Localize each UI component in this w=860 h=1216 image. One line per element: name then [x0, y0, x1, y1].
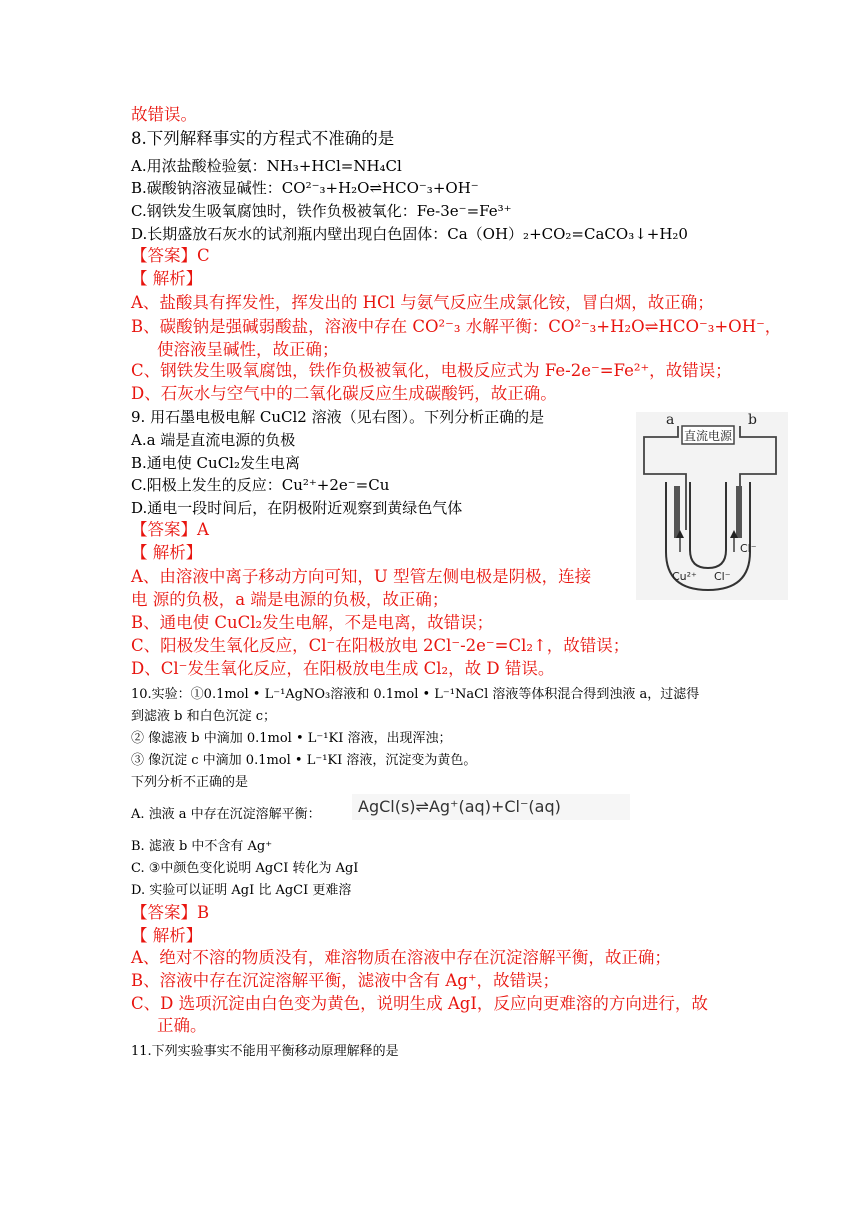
- q8-option-c: C.钢铁发生吸氧腐蚀时，铁作负极被氧化：Fe-3e⁻=Fe³⁺: [131, 202, 512, 220]
- question-10-stem: 10.实验：①0.1mol • L⁻¹AgNO₃溶液和 0.1mol • L⁻¹NaCl 溶液等体积混合得到浊液 a，过滤得: [131, 687, 700, 702]
- q8-analysis-b: B、碳酸钠是强碱弱酸盐，溶液中存在 CO²⁻₃ 水解平衡：CO²⁻₃+H₂O⇌HCO⁻₃+OH⁻，: [131, 317, 782, 336]
- q10-option-b: B. 滤液 b 中不含有 Ag⁺: [131, 839, 273, 854]
- q9-analysis-a-cont: 电 源的负极，a 端是电源的负极，故正确；: [131, 590, 449, 609]
- q10-analysis-b: B、溶液中存在沉淀溶解平衡，滤液中含有 Ag⁺，故错误；: [131, 971, 560, 990]
- q9-analysis-a: A、由溶液中离子移动方向可知，U 型管左侧电极是阴极，连接: [131, 567, 592, 586]
- q10-analysis-header: 【 解析】: [131, 926, 203, 945]
- q8-answer: 【答案】C: [131, 246, 210, 265]
- q9-analysis-header: 【 解析】: [131, 543, 203, 562]
- q8-option-d: D.长期盛放石灰水的试剂瓶内壁出现白色固体：Ca（OH）₂+CO₂=CaCO₃↓+H₂0: [131, 225, 688, 243]
- q9-option-b: B.通电使 CuCl₂发生电离: [131, 454, 300, 472]
- q8-analysis-d: D、石灰水与空气中的二氧化碳反应生成碳酸钙，故正确。: [131, 384, 557, 403]
- q10-stem-cont: 到滤液 b 和白色沉淀 c；: [131, 709, 276, 724]
- question-8-stem: 8.下列解释事实的方程式不准确的是: [131, 129, 395, 148]
- q10-analysis-cd: C、D 选项沉淀由白色变为黄色，说明生成 AgI，反应向更难溶的方向进行，故: [131, 994, 708, 1013]
- q8-analysis-c: C、钢铁发生吸氧腐蚀，铁作负极被氧化，电极反应式为 Fe-2e⁻=Fe²⁺，故错误；: [131, 361, 732, 380]
- q8-analysis-a: A、盐酸具有挥发性，挥发出的 HCl 与氨气反应生成氯化铵，冒白烟，故正确；: [131, 293, 714, 312]
- q10-step-2: ② 像滤液 b 中滴加 0.1mol • L⁻¹KI 溶液，出现浑浊；: [131, 731, 452, 746]
- q10-step-3: ③ 像沉淀 c 中滴加 0.1mol • L⁻¹KI 溶液，沉淀变为黄色。: [131, 753, 477, 768]
- q10-option-c: C. ③中颜色变化说明 AgCI 转化为 AgI: [131, 861, 359, 876]
- q8-analysis-header: 【 解析】: [131, 269, 203, 288]
- q9-analysis-d: D、Cl⁻发生氧化反应，在阳极放电生成 Cl₂，故 D 错误。: [131, 659, 555, 678]
- question-9-stem: 9. 用石墨电极电解 CuCl2 溶液（见右图）。下列分析正确的是: [131, 408, 545, 426]
- q10-answer: 【答案】B: [131, 903, 210, 922]
- line-prev-conclusion: 故错误。: [131, 105, 197, 124]
- ion-cl-right-label: Cl⁻: [740, 542, 757, 555]
- q10-analysis-cd-cont: 正确。: [157, 1016, 207, 1035]
- electrolysis-diagram: [636, 412, 788, 600]
- ion-cu-label: Cu²⁺: [672, 570, 697, 583]
- q8-option-a: A.用浓盐酸检验氨：NH₃+HCl=NH₄Cl: [131, 157, 402, 175]
- q9-analysis-c: C、阳极发生氧化反应，Cl⁻在阳极放电 2Cl⁻-2e⁻=Cl₂↑，故错误；: [131, 636, 630, 655]
- terminal-b-label: b: [748, 412, 757, 428]
- q8-option-b: B.碳酸钠溶液显碱性：CO²⁻₃+H₂O⇌HCO⁻₃+OH⁻: [131, 179, 479, 197]
- question-11-stem: 11.下列实验事实不能用平衡移动原理解释的是: [131, 1044, 399, 1059]
- q10-prompt: 下列分析不正确的是: [131, 775, 249, 790]
- q10-option-d: D. 实验可以证明 AgI 比 AgCI 更难溶: [131, 883, 352, 898]
- q9-option-d: D.通电一段时间后，在阴极附近观察到黄绿色气体: [131, 499, 463, 517]
- q10-analysis-a: A、绝对不溶的物质没有，难溶物质在溶液中存在沉淀溶解平衡，故正确；: [131, 948, 671, 967]
- q9-option-c: C.阳极上发生的反应：Cu²⁺+2e⁻=Cu: [131, 476, 390, 494]
- q9-answer: 【答案】A: [131, 520, 209, 539]
- equilibrium-equation-text: AgCl(s)⇌Ag⁺(aq)+Cl⁻(aq): [358, 797, 561, 816]
- equilibrium-equation-image: [352, 794, 630, 820]
- terminal-a-label: a: [666, 412, 675, 428]
- q9-option-a: A.a 端是直流电源的负极: [131, 431, 296, 449]
- q8-analysis-b-cont: 使溶液呈碱性，故正确；: [157, 340, 339, 359]
- q10-option-a: A. 浊液 a 中存在沉淀溶解平衡：: [131, 807, 321, 822]
- q9-analysis-b: B、通电使 CuCl₂发生电解，不是电离，故错误；: [131, 613, 494, 632]
- power-source-label: 直流电源: [683, 429, 733, 443]
- ion-cl-label: Cl⁻: [714, 570, 731, 583]
